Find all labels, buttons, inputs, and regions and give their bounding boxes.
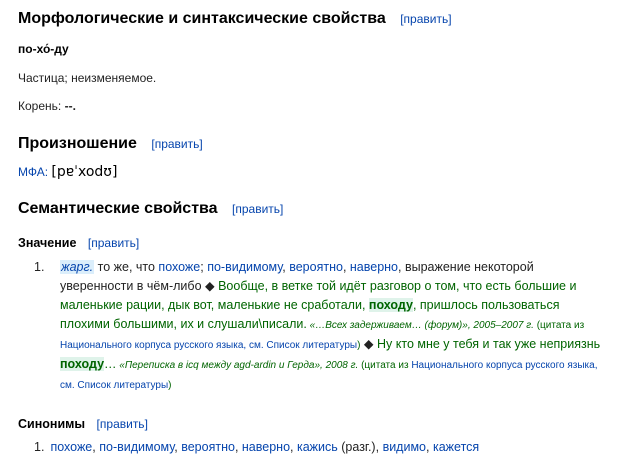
part-of-speech-line: Частица; неизменяемое. [18, 71, 157, 85]
synonyms-item-number: 1. [34, 440, 45, 454]
edit-label[interactable]: править [91, 236, 136, 250]
example-2-start: Ну кто мне у тебя и так уже неприязнь [377, 337, 601, 351]
separator: ; [200, 260, 208, 274]
edit-link-synonyms[interactable]: [править] [96, 417, 148, 431]
meaning-item-number: 1. [34, 260, 45, 274]
pronunciation-heading-text: Произношение [18, 135, 137, 152]
cite-close: ) [168, 380, 172, 391]
ipa-line [18, 164, 117, 180]
cite-close: ) [357, 340, 361, 351]
synonym-link[interactable]: похоже [158, 260, 201, 274]
synonym-link[interactable]: похоже [50, 440, 93, 454]
synonyms-heading [18, 417, 148, 431]
synonym-link[interactable]: наверно [241, 440, 291, 454]
synonym-link[interactable]: вероятно [181, 440, 235, 454]
register-note: (разг.) [337, 440, 376, 454]
corpus-link[interactable]: Национального корпуса русского языка, см. Список литературы [60, 340, 358, 351]
cite-open: (цитата из [533, 320, 585, 331]
synonyms-heading-text: Синонимы [18, 417, 86, 431]
synonym-link[interactable]: кажись [296, 440, 338, 454]
separator: , [342, 260, 350, 274]
edit-label[interactable]: править [403, 12, 449, 26]
pronunciation-heading [18, 135, 203, 153]
edit-link-morphology[interactable]: [править] [400, 12, 452, 26]
semantic-heading-text: Семантические свойства [18, 200, 218, 217]
synonym-link[interactable]: по-видимому [207, 260, 283, 274]
diamond-icon: ◆ [360, 337, 378, 351]
diamond-icon: ◆ [201, 279, 219, 293]
edit-label[interactable]: править [154, 137, 200, 151]
synonyms-list: 1. похоже, по-видимому, вероятно, наверно, кажись (разг.), видимо, кажется [34, 440, 480, 454]
synonym-link[interactable]: кажется [432, 440, 480, 454]
separator: , [282, 260, 290, 274]
morphology-heading-text: Морфологические и синтаксические свойства [18, 10, 386, 27]
example-1-reference: «…Всех задерживаем… (форум)», 2005–2007 г. [306, 320, 534, 331]
example-2-end: … [104, 357, 117, 371]
synonym-link[interactable]: вероятно [289, 260, 343, 274]
ipa-label-link[interactable]: МФА: [18, 165, 49, 179]
cite-open: (цитата из [358, 360, 412, 371]
morphology-heading [18, 10, 452, 28]
example-2-highlight: походу [60, 357, 105, 371]
word-syllables: по-хо́-ду [18, 42, 69, 56]
example-1-start: Вообще, в ветке той идёт разговор о том, что есть большие и маленькие рации, дык вот, маленькие не сработали, [60, 279, 577, 312]
edit-label[interactable]: править [235, 202, 281, 216]
root-line [18, 99, 76, 113]
edit-link-pronunciation[interactable]: [править] [151, 137, 203, 151]
synonym-link[interactable]: наверно [349, 260, 399, 274]
edit-link-meaning[interactable]: [править] [87, 236, 140, 250]
def-start: то же, что [94, 260, 159, 274]
root-label: Корень: [18, 99, 62, 113]
root-value: --. [64, 99, 76, 113]
meaning-item [60, 258, 606, 395]
semantic-heading [18, 200, 283, 218]
edit-label[interactable]: править [99, 417, 145, 431]
example-1-highlight: походу [368, 298, 413, 312]
edit-link-semantic[interactable]: [править] [232, 202, 284, 216]
meaning-heading [18, 236, 139, 250]
def-end: , выражение некоторой уверенности в чём-либо [60, 260, 534, 293]
synonym-link[interactable]: видимо [382, 440, 427, 454]
slang-tag-link[interactable]: жарг. [61, 260, 94, 274]
example-1-end: , пришлось пользоваться плохими большими, их и слушали\писали. [60, 298, 560, 331]
meaning-heading-text: Значение [18, 236, 77, 250]
ipa-value: [pɐˈxodʊ] [51, 164, 118, 180]
synonym-link[interactable]: по-видимому [99, 440, 175, 454]
example-2-reference: «Переписка в icq между agd-ardin и Герда», 2008 г. [116, 360, 359, 371]
corpus-link[interactable]: Национального корпуса русского языка, см. Список литературы [60, 360, 598, 391]
meaning-list [0, 258, 620, 395]
